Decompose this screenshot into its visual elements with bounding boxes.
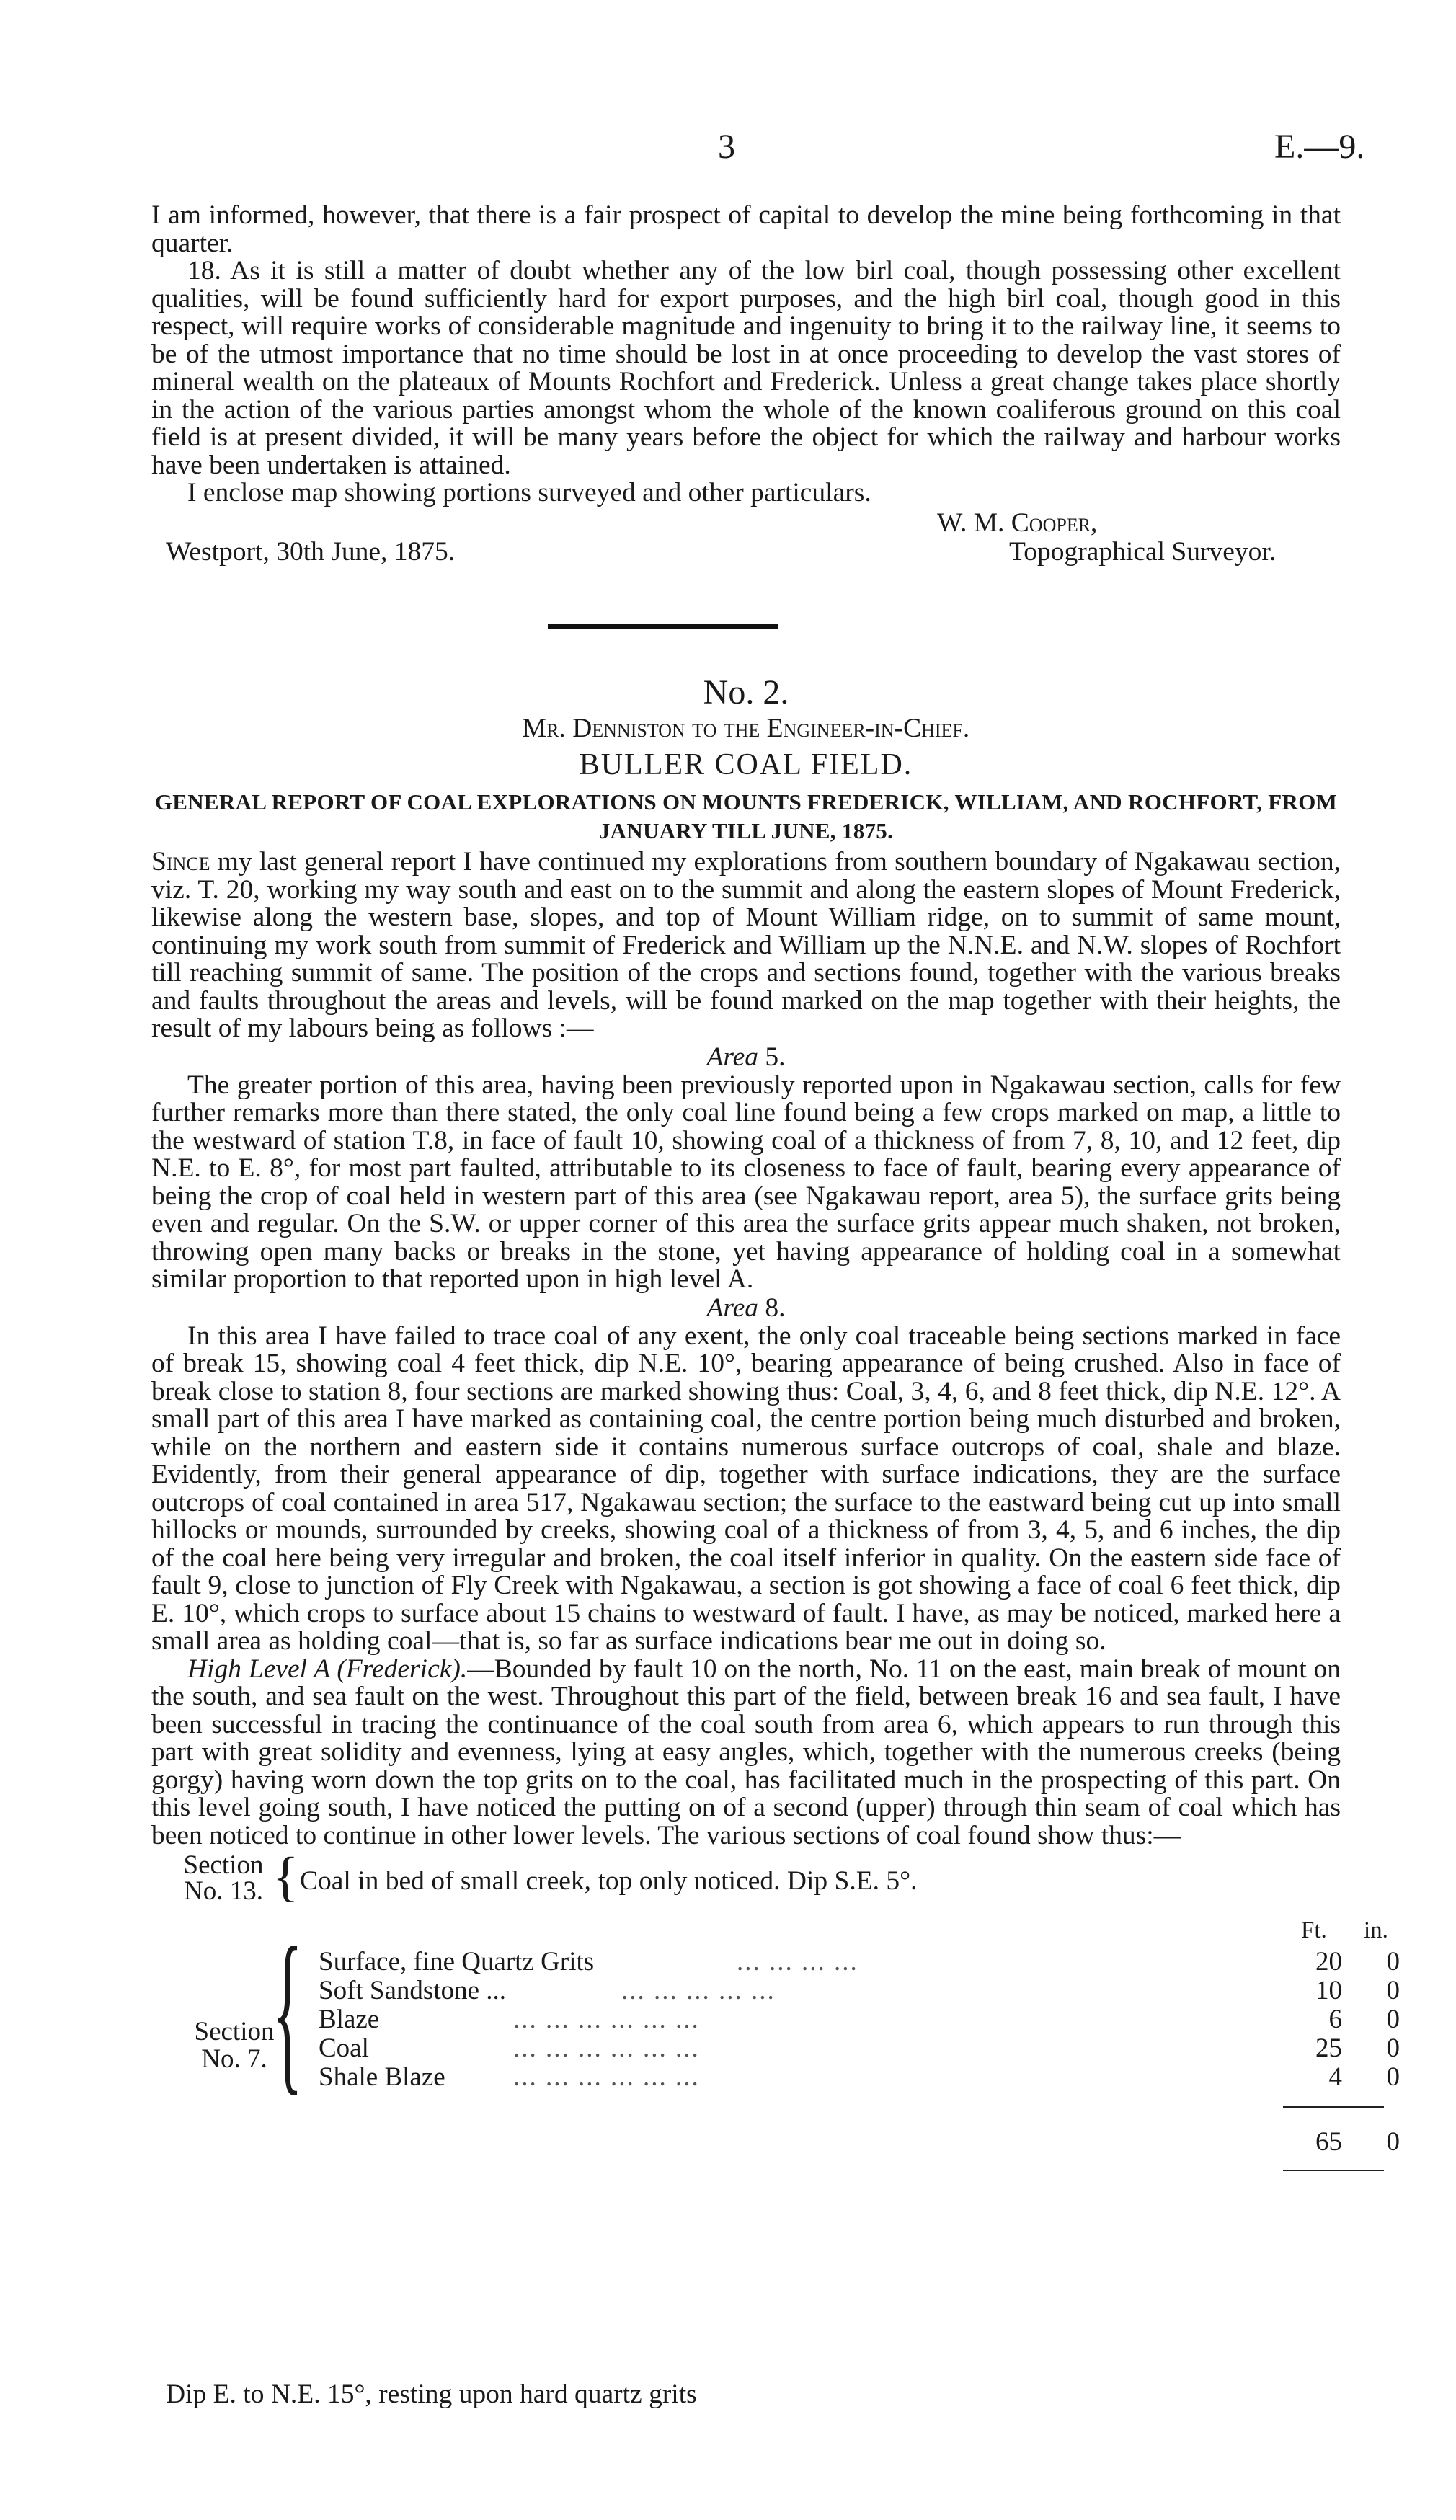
total-in: 0 (1386, 2127, 1400, 2157)
paragraph-continued: I am informed, however, that there is a fair prospect of capital to develop the mine being forthcoming in that quarter. (151, 200, 1341, 258)
signature-name: W. M. Cooper, (937, 507, 1098, 538)
page-number: 3 (718, 128, 735, 166)
row-ft: 4 (1328, 2062, 1342, 2092)
total-ft: 65 (1315, 2127, 1342, 2157)
row-dots: ... ... ... ... ... (621, 1976, 776, 2005)
area-5-paragraph: The greater portion of this area, having been previously reported upon in Ngakawau section, calls for few further remarks more than there stated, the only coal line found being a few crops marked on map, a little to the westward of station T.8, in face of fault 10, showing coal of a thickness of from 7, 8, 10, and 12 feet, dip N.E. to E. 8°, for most part faulted, attributable to its closeness to face of fault, bearing every appearance of being the crop of coal held in western part of this area (see Ngakawau report, area 5), the surface grits being even and regular. On the S.W. or upper corner of this area the surface grits appear much shaken, not broken, throwing open many backs or breaks in the stone, yet having appearance of holding coal in a somewhat similar proportion to that reported upon in high level A. (151, 1070, 1341, 1294)
row-dots: ... ... ... ... ... ... (513, 2062, 700, 2092)
report-from-to (151, 714, 1341, 743)
area-5-word: Area (706, 1042, 758, 1072)
row-ft: 20 (1315, 1947, 1342, 1976)
sum-rule-top (1283, 2106, 1384, 2108)
row-dots: ... ... ... ... ... ... (513, 2033, 700, 2063)
high-level-heading: High Level A (Frederick). (187, 1654, 468, 1684)
area-5-num: 5. (758, 1042, 786, 1072)
from-to-part1: Mr. (522, 714, 573, 743)
row-name: Blaze (319, 2005, 380, 2034)
footer-dip-line: Dip E. to N.E. 15°, resting upon hard quartz grits (166, 2379, 697, 2409)
section-13-text: Coal in bed of small creek, top only noticed. Dip S.E. 5°. (300, 1866, 918, 1896)
area-8-paragraph: In this area I have failed to trace coal of any exent, the only coal traceable being sections marked in face of break 15, showing coal 4 feet thick, dip N.E. 10°, bearing appearance of being crushed. Also in face of break close to station 8, four sections are marked showing thus: Coal, 3, 4, 6, and 8 feet thick, dip N.E. 12°. A small part of this area I have marked as containing coal, the centre portion being much disturbed and broken, while on the northern and eastern side it contains numerous surface outcrops of coal, shale and blaze. Evidently, from their general appearance of dip, together with surface indications, they are the surface outcrops of coal contained in area 517, Ngakawau section; the surface to the eastward being cut up into small hillocks or mounds, surrounded by creeks, showing coal of a thickness of from 3, 4, 5, and 6 inches, the dip of the coal here being very irregular and broken, the coal itself inferior in quality. On the eastern side face of fault 9, close to junction of Fly Creek with Ngakawau, a section is got showing a face of coal 6 feet thick, dip E. 10°, which crops to surface about 15 chains to westward of fault. I have, as may be noticed, marked here a small area as holding coal—that is, so far as surface indications bear me out in doing so. (151, 1321, 1341, 1656)
row-in: 0 (1386, 2033, 1400, 2063)
row-in: 0 (1386, 1947, 1400, 1976)
table-total-row (319, 2126, 1443, 2155)
column-ft: Ft. (1301, 1917, 1327, 1943)
row-name: Soft Sandstone ... (319, 1976, 507, 2005)
section-7-label-line1: Section (194, 2017, 275, 2046)
table-row (319, 2062, 1443, 2090)
signature-title: Topographical Surveyor. (1009, 536, 1277, 567)
table-row (319, 2004, 1443, 2033)
section-divider (548, 624, 778, 629)
section-7-label-line2: No. 7. (201, 2044, 267, 2074)
area-8-num: 8. (758, 1292, 786, 1323)
high-level-paragraph (151, 1656, 1341, 1850)
paragraph-enclose: I enclose map showing portions surveyed and other particulars. (187, 478, 871, 507)
row-in: 0 (1386, 2062, 1400, 2092)
row-ft: 10 (1315, 1976, 1342, 2005)
section-13-label (180, 1850, 267, 1906)
place-date: Westport, 30th June, 1875. (166, 536, 456, 567)
from-to-office: Engineer-in-Chief. (766, 714, 970, 743)
section-13-label-line1: Section (183, 1850, 264, 1880)
sum-rule-bottom (1283, 2170, 1384, 2171)
area-8-heading (151, 1294, 1341, 1323)
row-name: Coal (319, 2033, 369, 2063)
area-5-heading (151, 1043, 1341, 1072)
brace-icon: { (272, 1911, 303, 2111)
row-name: Surface, fine Quartz Grits (319, 1947, 595, 1976)
section-7-table (151, 1911, 1400, 2220)
intro-paragraph (151, 848, 1341, 1043)
column-in: in. (1364, 1917, 1388, 1943)
section-13 (151, 1847, 1341, 1917)
table-row (319, 2033, 1443, 2062)
report-number: No. 2. (703, 673, 789, 711)
table-row (319, 1975, 1443, 2004)
from-to-name: Denniston (572, 714, 685, 743)
cooper-report-end (151, 202, 1341, 565)
document-reference: E.—9. (1274, 128, 1365, 166)
report-title: GENERAL REPORT OF COAL EXPLORATIONS ON MOUNTS FREDERICK, WILLIAM, AND ROCHFORT, FROM JANUARY TILL JUNE, 1875. (154, 789, 1338, 843)
area-8-word: Area (706, 1292, 758, 1323)
row-dots: ... ... ... ... (737, 1947, 858, 1976)
row-dots: ... ... ... ... ... ... (513, 2005, 700, 2034)
table-row (319, 1946, 1443, 1975)
intro-lead: Since (151, 847, 210, 877)
row-in: 0 (1386, 1976, 1400, 2005)
section-13-label-line2: No. 13. (184, 1876, 263, 1906)
row-name: Shale Blaze (319, 2062, 445, 2092)
high-level-text: —Bounded by fault 10 on the north, No. 11 on the east, main break of mount on the south, and sea fault on the west. Throughout this part of the field, between break 16 and sea fault, I have been successful in tracing the continuance of the coal south from area 6, which appears to run through this part with great solidity and evenness, lying at easy angles, which, together with the numerous creeks (being gorgy) having worn down the top grits on to the coal, has facilitated much in the prospecting of this part. On this level going south, I have noticed the putting on of a second (upper) through thin seam of coal which has been noticed to continue in other lower levels. The various sections of coal found show thus:— (151, 1654, 1341, 1850)
signature-block (151, 507, 1341, 565)
row-ft: 25 (1315, 2033, 1342, 2063)
row-ft: 6 (1328, 2005, 1342, 2034)
from-to-part2: to the (685, 714, 767, 743)
brace-icon: { (272, 1847, 299, 1907)
section-7-label (191, 2018, 278, 2073)
report-no-2 (151, 673, 1400, 2220)
intro-text: my last general report I have continued my explorations from southern boundary of Ngakawau section, viz. T. 20, working my way south and east on to the summit and along the eastern slopes of Mount Frederick, likewise along the western base, slopes, and top of Mount William ridge, on to summit of same mount, continuing my work south from summit of Frederick and William up the N.N.E. and N.W. slopes of Rochfort till reaching summit of same. The position of the crops and sections found, together with the various breaks and faults throughout the areas and levels, will be found marked on the map together with their heights, the result of my labours being as follows :— (151, 847, 1341, 1043)
paragraph-18: 18. As it is still a matter of doubt whether any of the low birl coal, though possessing other excellent qualities, will be found sufficiently hard for export purposes, and the high birl coal, though good in this respect, will require works of considerable magnitude and ingenuity to bring it to the railway line, it seems to be of the utmost importance that no time should be lost in at once proceeding to develop the vast stores of mineral wealth on the plateaux of Mounts Rochfort and Frederick. Unless a great change takes place shortly in the action of the various parties amongst whom the whole of the known coaliferous ground on this coal field is at present divided, it will be many years before the object for which the railway and harbour works have been undertaken is attained. (151, 256, 1341, 480)
field-title: BULLER COAL FIELD. (579, 748, 913, 781)
row-in: 0 (1386, 2005, 1400, 2034)
